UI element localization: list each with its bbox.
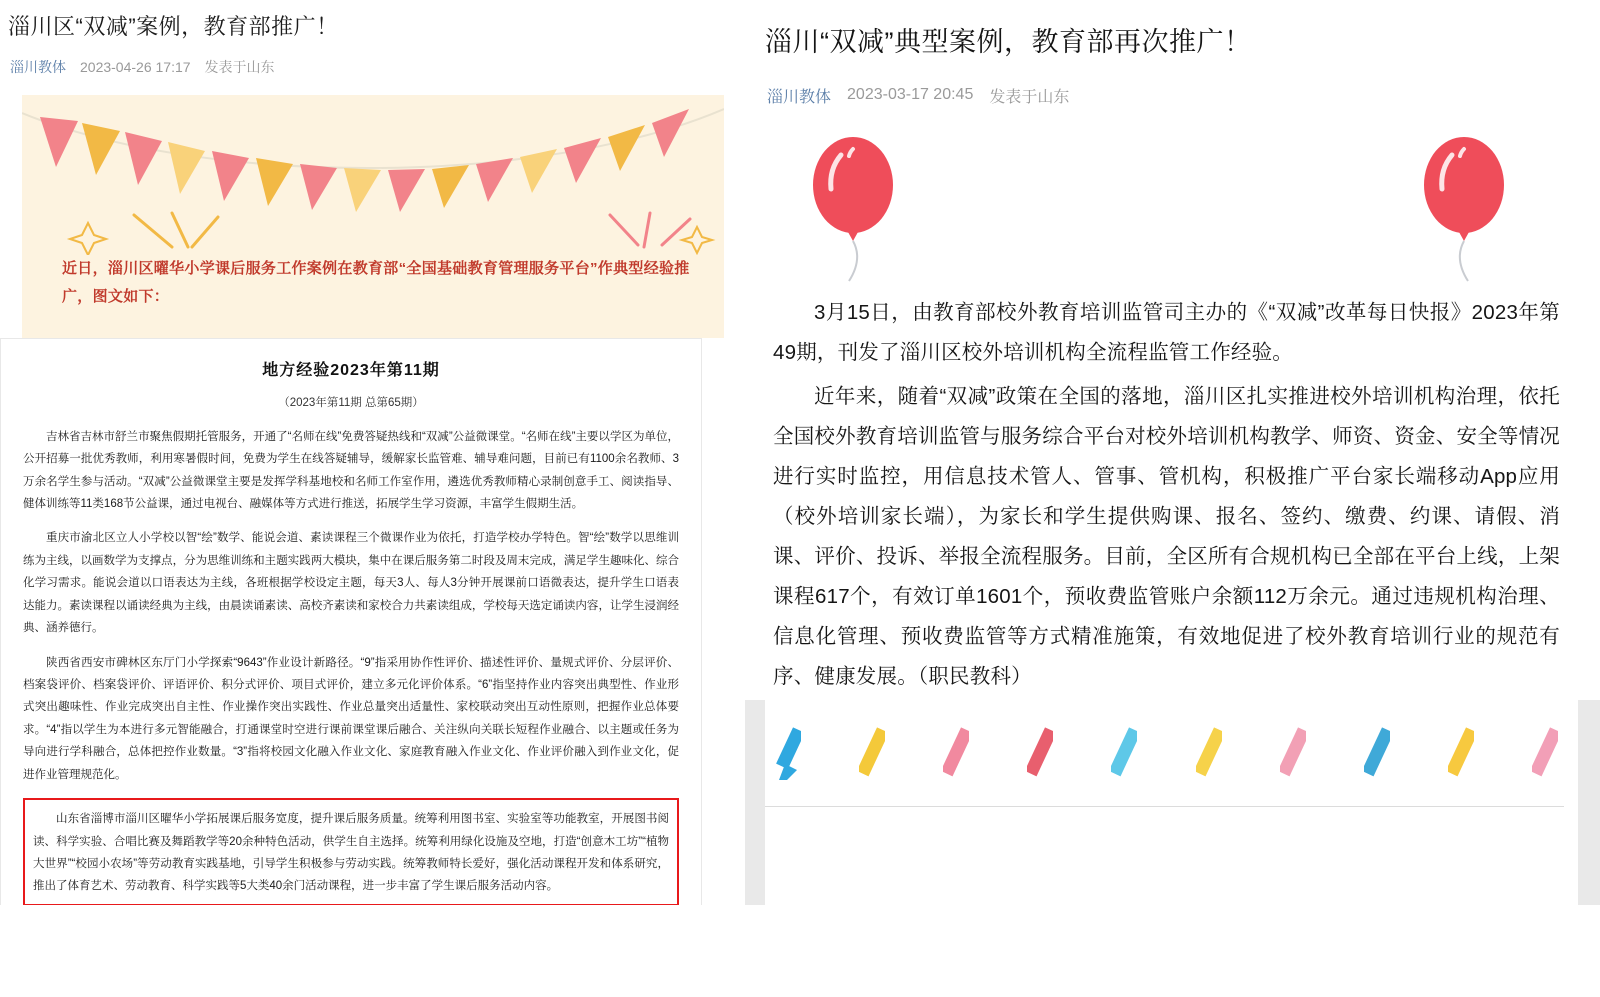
pencil-icon-9 [1448, 726, 1474, 780]
right-article [745, 0, 1600, 905]
right-account-name[interactable]: 淄川教体 [767, 88, 832, 106]
pencil-icon-8 [1364, 726, 1390, 780]
pencil-icon-7 [1280, 726, 1306, 780]
document-paragraph-2: 重庆市渝北区立人小学校以智“绘”数学、能说会道、素读课程三个微课作业为依托，打造学校办学特色。智“绘”数学以思维训练为主线，以画数学为支撑点，分为思维训练和主题实践两大模块，集中在课后服务第二时段及周末完成，满足学生趣味化、综合化学习需求。能说会道以口语表达为主线，各班根据学校设定主题，每天3人、每人3分钟开展课前口语微表达，提升学生口语表达能力。素读课程以诵读经典为主线，由晨读诵素读、高校齐素读和家校合力共素读组成，学校每天选定诵读内容，让学生浸润经典、涵养德行。 [23, 532, 679, 635]
document-highlight-box [23, 798, 679, 905]
left-document-image [0, 338, 702, 905]
balloon-right-icon [1412, 133, 1522, 288]
document-paragraph-1: 吉林省吉林市舒兰市聚焦假期托管服务，开通了“名师在线”免费答疑热线和“双减”公益微课堂。“名师在线”主要以学区为单位，公开招募一批优秀教师，利用寒暑假时间，免费为学生在线答疑辅导，缓解家长监管难、辅导难问题，目前已有1100余名教师、3万余名学生参与活动。“双减”公益微课堂主要是发挥学科基地校和名师工作室作用，遴选优秀教师精心录制创意手工、阅读指导、健体训练等11类168节公益课，通过电视台、融媒体等方式进行推送，拓展学生学习资源，丰富学生假期生活。 [23, 430, 679, 511]
balloon-decoration [765, 133, 1564, 283]
document-subtitle: （2023年第11期 总第65期） [278, 396, 424, 409]
right-article-body [765, 283, 1564, 697]
pencil-icon-4 [1027, 726, 1053, 780]
bunting-decoration [22, 95, 724, 255]
document-title: 地方经验2023年第11期 [262, 361, 440, 379]
left-gray-gutter [745, 700, 765, 905]
pencil-icon-3 [943, 726, 969, 780]
right-paragraph-2: 近年来，随着“双减”政策在全国的落地，淄川区扎实推进校外培训机构治理，依托全国校外教育培训监管与服务综合平台对校外培训机构教学、师资、资金、安全等情况进行实时监控，用信息技术管人、管事、管机构，积极推广平台家长端移动App应用（校外培训家长端），为家长和学生提供购课、报名、签约、缴费、约课、请假、消课、评价、投诉、举报全流程服务。目前，全区所有合规机构已全部在平台上线，上架课程617个，有效订单1601个，预收费监管账户余额112万余元。通过违规机构治理、信息化管理、预收费监管等方式精准施策，有效地促进了校外教育培训行业的规范有序、健康发展。（职民教科） [773, 384, 1560, 688]
left-article [0, 0, 745, 905]
right-publish-location: 发表于山东 [989, 88, 1070, 106]
pencil-icon-10 [1532, 726, 1558, 780]
balloon-left-icon [801, 133, 911, 288]
left-article-title: 淄川区“双减”案例，教育部推广！ [8, 14, 339, 39]
right-publish-date: 2023-03-17 20:45 [847, 86, 974, 104]
right-article-title: 淄川“双减”典型案例，教育部再次推广！ [765, 27, 1252, 57]
left-article-meta [0, 43, 745, 77]
left-lead-paragraph: 近日，淄川区曜华小学课后服务工作案例在教育部“全国基础教育管理服务平台”作典型经验推广，图文如下： [62, 259, 690, 306]
left-account-name[interactable]: 淄川教体 [10, 58, 66, 75]
document-paragraph-3: 陕西省西安市碑林区东厅门小学探索“9643”作业设计新路径。“9”指采用协作性评价、描述性评价、量规式评价、分层评价、档案袋评价、档案袋评价、评语评价、积分式评价、项目式评价，建立多元化评价体系。“6”指坚持作业内容突出典型性、作业形式突出趣味性、作业完成突出自主性、作业操作突出实践性、作业总量突出适量性、家校联动突出互动性原则，把握作业总体要求。“4”指以学生为本进行多元智能融合，打通课堂时空进行课前课堂课后融合、关注纵向关联长短程作业融合、以主题或任务为导向进行学科融合，总体把控作业数量。“3”指将校园文化融入作业文化、家庭教育融入作业文化、作业评价融入到作业文化，促进作业管理规范化。 [23, 656, 679, 781]
document-highlight-text: 山东省淄博市淄川区曜华小学拓展课后服务宽度，提升课后服务质量。统筹利用图书室、实验室等功能教室，开展图书阅读、科学实验、合唱比赛及舞蹈教学等20余种特色活动，供学生自主选择。统筹利用绿化设施及空地，打造“创意木工坊”“植物大世界”“校园小农场”等劳动教育实践基地，引导学生积极参与劳动实践。统筹教师特长爱好，强化活动课程开发和体系研究，推出了体育艺术、劳动教育、科学实践等5大类40余门活动课程，进一步丰富了学生课后服务活动内容。 [33, 813, 669, 893]
left-publish-location: 发表于山东 [204, 58, 275, 75]
right-bottom-area [765, 807, 1564, 997]
pencil-icon-5 [1111, 726, 1137, 780]
left-publish-date: 2023-04-26 17:17 [80, 58, 191, 75]
pencil-icon-2 [859, 726, 885, 780]
right-article-meta [765, 62, 1564, 107]
right-paragraph-1: 3月15日，由教育部校外教育培训监管司主办的《“双减”改革每日快报》2023年第49期，刊发了淄川区校外培训机构全流程监管工作经验。 [773, 300, 1560, 364]
right-gray-gutter [1578, 700, 1600, 905]
pencil-icon-1 [775, 726, 801, 780]
left-banner-card [22, 95, 724, 338]
pencil-divider-decoration [765, 700, 1564, 780]
pencil-icon-6 [1196, 726, 1222, 780]
